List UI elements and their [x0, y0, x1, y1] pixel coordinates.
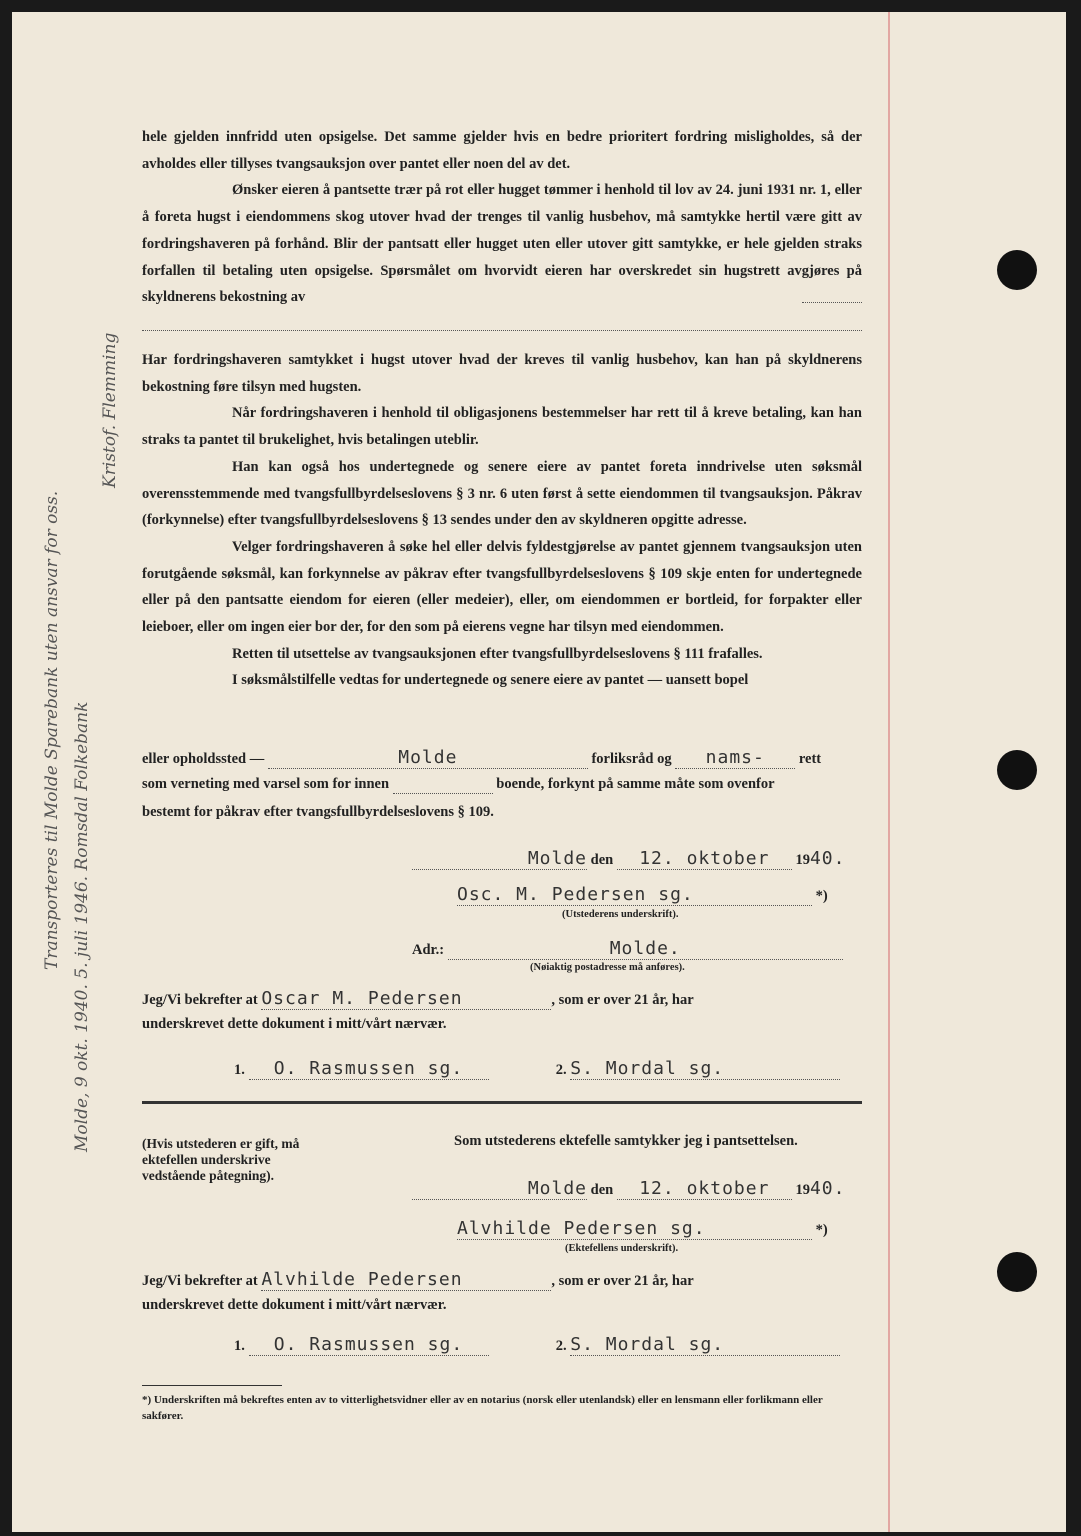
blank-line	[802, 302, 862, 303]
paragraph: Han kan også hos undertegnede og senere eiere av pantet foreta inndrivelse uten søksmål overensstemmende med tvangsfullbyrdelseslovens § 3 nr. 6 uten først å sette eiendommen til tvangsauksjon. Påkrav (forkynnelse) efter tvangsfullbyrdelseslovens § 13 sendes under den av skyldneren opgitte adresse.	[142, 458, 862, 529]
paragraph: I søksmålstilfelle vedtas for undertegnede og senere eiere av pantet — uansett bopel	[232, 672, 749, 689]
spouse-year: 40.	[809, 1178, 846, 1199]
venue-line-3: bestemt for påkrav efter tvangsfullbyrdelseslovens § 109.	[142, 804, 494, 820]
witness-row	[234, 1334, 840, 1356]
blank-line	[142, 330, 862, 331]
paragraph: Når fordringshaveren i henhold til obligasjonens bestemmelser har rett til å kreve betaling, kan han straks ta pantet til brukelighet, hvis betalingen uteblir.	[142, 405, 862, 449]
issuer-signature-caption: (Utstederens underskrift).	[562, 909, 679, 920]
issue-date-line	[412, 848, 845, 870]
punch-hole	[997, 750, 1037, 790]
venue-place: Molde	[268, 747, 588, 769]
paragraph: Har fordringshaveren samtykket i hugst utover hvad der kreves til vanlig husbehov, kan han på skyldnerens bekostning føre tilsyn med hugsten.	[142, 352, 862, 395]
attest-intro: Jeg/Vi bekrefter at	[142, 992, 258, 1008]
witness-number: 1.	[234, 1062, 245, 1078]
address-value: Molde.	[448, 938, 843, 960]
venue-suffix: rett	[798, 751, 822, 767]
witness-signature: O. Rasmussen sg.	[249, 1058, 489, 1080]
venue-line-2	[142, 776, 775, 794]
witness-number: 2.	[555, 1062, 567, 1078]
spouse-note: (Hvis utstederen er gift, må ektefellen underskrive vedstående påtegning).	[142, 1136, 300, 1183]
issue-den: den	[590, 852, 614, 868]
attested-name: Oscar M. Pedersen	[261, 988, 551, 1010]
spouse-date-line	[412, 1178, 845, 1200]
attested-name: Alvhilde Pedersen	[261, 1269, 551, 1291]
paragraph: hele gjelden innfridd uten opsigelse. Det samme gjelder hvis en bedre prioritert fordring misligholdes, så der avholdes eller tillyses tvangsauksjon over pantet eller noen del av det.	[142, 129, 862, 172]
margin-note: Transporteres til Molde Sparebank uten ansvar for oss.	[42, 490, 62, 970]
paragraph: Ønsker eieren å pantsette trær på rot eller hugget tømmer i henhold til lov av 24. juni 1931 nr. 1, eller å foreta hugst i eiendommens skog utover hvad der trenges til vanlig husbehov, må samtykke hertil være gitt av fordringshaveren på forhånd. Blir der pantsatt eller hugget uten eller utover gitt samtykke, er hele gjelden straks forfallen til betaling uten opsigelse. Spørsmålet om hvorvidt eieren har overskredet sin hugstrett avgjøres på skyldnerens bekostning av	[142, 182, 862, 306]
issue-year-prefix: 19	[795, 852, 810, 868]
spouse-year-prefix: 19	[795, 1182, 810, 1198]
issue-date: 12. oktober	[617, 848, 792, 870]
witness-attest-line-2: underskrevet dette dokument i mitt/vårt nærvær.	[142, 1297, 447, 1313]
punch-hole	[997, 1252, 1037, 1292]
venue-court: nams-	[675, 747, 795, 769]
document-page	[12, 12, 1066, 1532]
attest-tail: , som er over 21 år, har	[551, 1273, 694, 1289]
issuer-signature-line	[457, 884, 828, 906]
witness-row	[234, 1058, 840, 1080]
issue-year: 40.	[809, 848, 846, 869]
spouse-signature: Alvhilde Pedersen sg.	[457, 1218, 812, 1240]
venue-line	[142, 747, 821, 769]
attest-intro: Jeg/Vi bekrefter at	[142, 1273, 258, 1289]
witness-attest-line-2: underskrevet dette dokument i mitt/vårt nærvær.	[142, 1016, 447, 1032]
address-caption: (Nøiaktig postadresse må anføres).	[530, 962, 685, 973]
witness-signature: O. Rasmussen sg.	[249, 1334, 489, 1356]
witness-number: 1.	[234, 1338, 245, 1354]
footnote-rule	[142, 1385, 282, 1386]
spouse-consent: Som utstederens ektefelle samtykker jeg i pantsettelsen.	[454, 1133, 798, 1149]
margin-rule	[888, 12, 890, 1532]
spouse-place: Molde	[412, 1178, 587, 1200]
issue-place: Molde	[412, 848, 587, 870]
body-text-upper	[142, 124, 862, 311]
issuer-signature: Osc. M. Pedersen sg.	[457, 884, 812, 906]
footnote: *) Underskriften må bekreftes enten av to vitterlighetsvidner eller av en notarius (norsk eller utenlandsk) eller en lensmann eller forlikmann eller sakfører.	[142, 1394, 823, 1422]
spouse-signature-caption: (Ektefellens underskrift).	[565, 1243, 679, 1254]
margin-note: Molde, 9 okt. 1940. 5. juli 1946. Romsdal Folkebank	[72, 701, 92, 1152]
witness-signature: S. Mordal sg.	[570, 1058, 840, 1080]
attest-tail: , som er over 21 år, har	[551, 992, 694, 1008]
punch-hole	[997, 250, 1037, 290]
spouse-den: den	[590, 1182, 614, 1198]
address-label: Adr.:	[412, 942, 445, 958]
spouse-date: 12. oktober	[617, 1178, 792, 1200]
witness-number: 2.	[555, 1338, 567, 1354]
venue-prefix: eller opholdssted —	[142, 751, 265, 767]
venue-text: boende, forkynt på samme måte som ovenfor	[496, 776, 775, 792]
venue-text: som verneting med varsel som for innen	[142, 776, 390, 792]
venue-mid: forliksråd og	[591, 751, 672, 767]
witness-signature: S. Mordal sg.	[570, 1334, 840, 1356]
witness-attest-line	[142, 988, 694, 1010]
body-text-lower	[142, 347, 862, 694]
paragraph: Retten til utsettelse av tvangsauksjonen efter tvangsfullbyrdelseslovens § 111 frafalles.	[232, 645, 763, 662]
footnote-marker: *)	[815, 888, 828, 904]
witness-attest-line	[142, 1269, 694, 1291]
margin-note: Kristof. Flemming	[100, 332, 120, 488]
paragraph: Velger fordringshaveren å søke hel eller delvis fyldestgjørelse av pantet gjennem tvangsauksjon uten forutgående søksmål, kan forkynnelse av påkrav efter tvangsfullbyrdelseslovens § 109 skje enten for undertegnede eller på den pantsatte eiendom for eieren (eller medeier), eller, om eiendommen er bortleid, for forpakter eller leieboer, eller om ingen eier bor der, for den som på eierens vegne har tilsyn med eiendommen.	[142, 538, 862, 636]
spouse-signature-line	[457, 1218, 828, 1240]
address-line	[412, 938, 843, 960]
section-divider	[142, 1101, 862, 1104]
footnote-marker: *)	[815, 1222, 828, 1238]
